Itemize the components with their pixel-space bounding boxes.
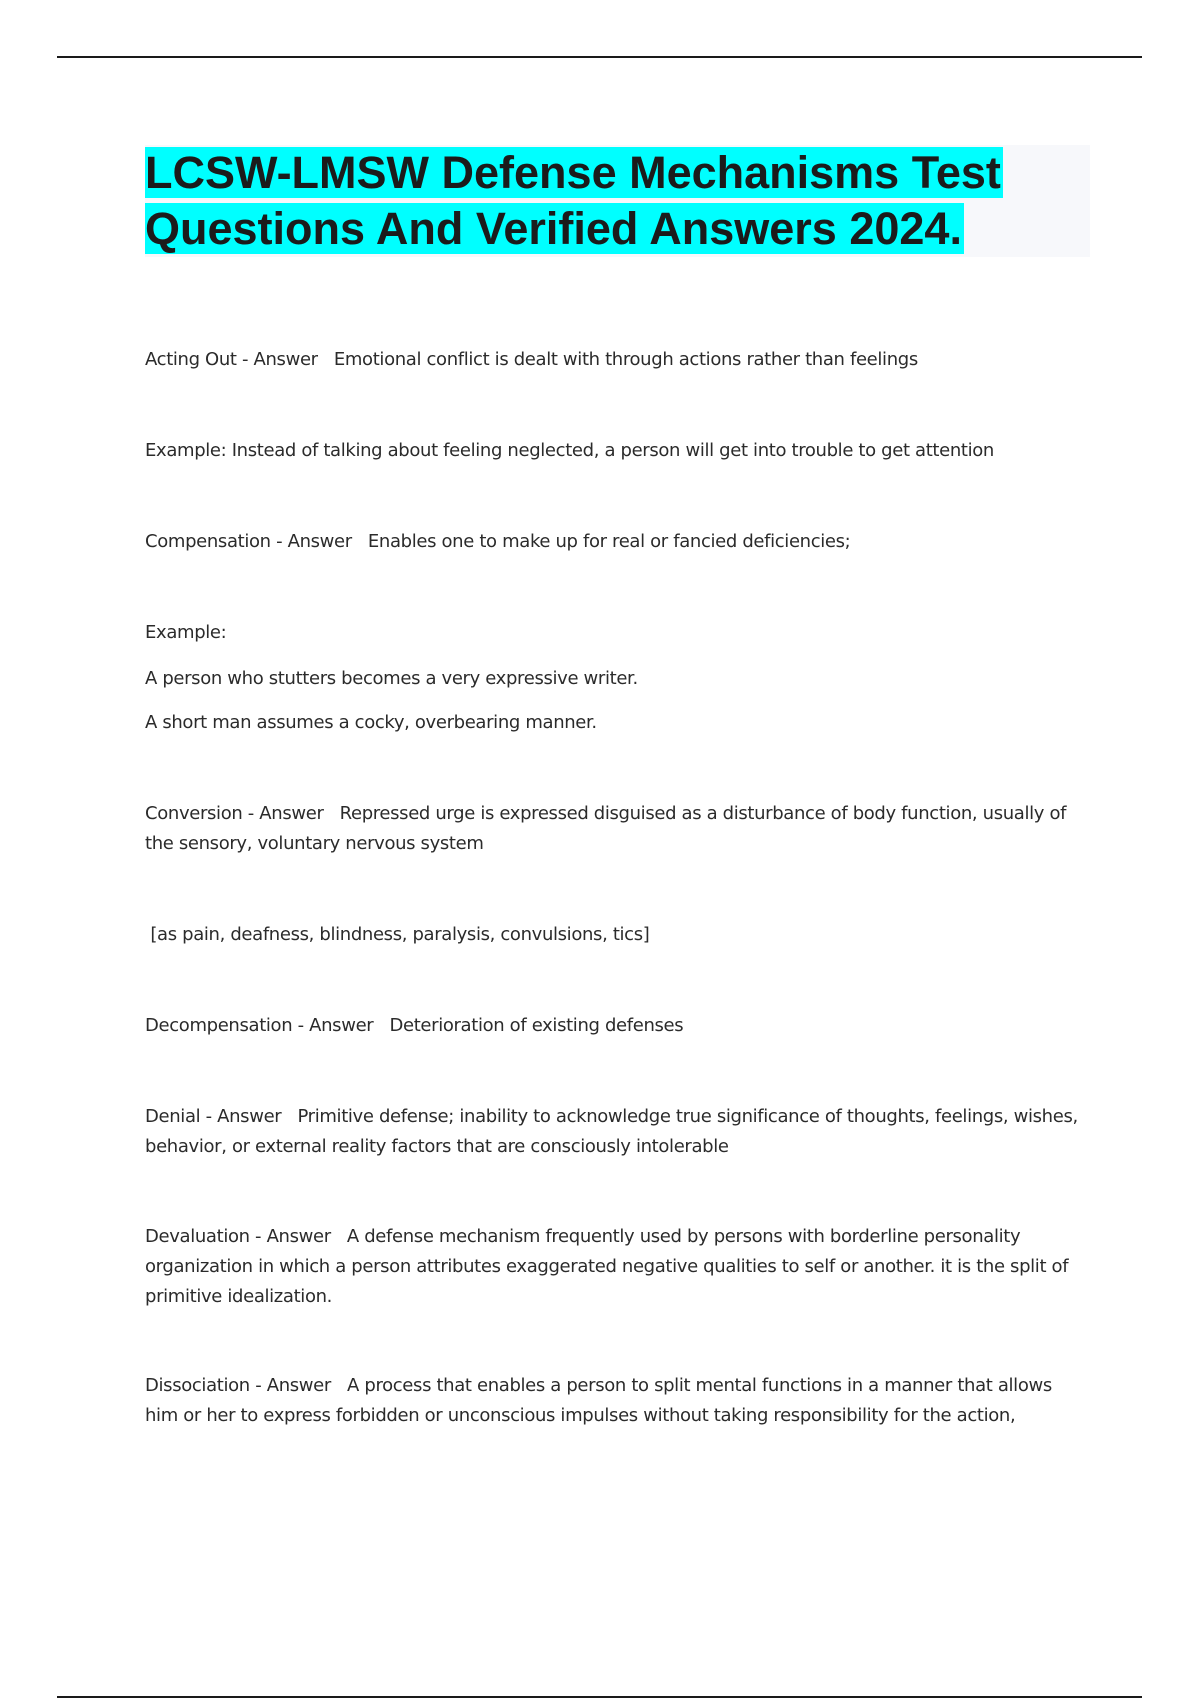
entry-decompensation: Decompensation - Answer Deterioration of existing defenses (145, 1015, 684, 1036)
entry-dissociation: Dissociation - Answer A process that enables a person to split mental functions in a manner that allows him or her to express forbidden or unconscious impulses without taking responsibility for the action, (145, 1375, 1058, 1426)
bottom-rule (57, 1696, 1142, 1698)
example-line: A person who stutters becomes a very expressive writer. (145, 668, 638, 689)
top-rule (57, 56, 1142, 58)
example-acting-out: Example: Instead of talking about feeling neglected, a person will get into trouble to get attention (145, 440, 994, 461)
entry-acting-out: Acting Out - Answer Emotional conflict is dealt with through actions rather than feelings (145, 349, 918, 370)
conversion-examples: [as pain, deafness, blindness, paralysis, convulsions, tics] (145, 924, 650, 945)
example-label: Example: (145, 622, 227, 643)
title-block (145, 145, 1090, 257)
entry-conversion: Conversion - Answer Repressed urge is expressed disguised as a disturbance of body function, usually of the sensory, voluntary nervous system (145, 803, 1072, 854)
document-title: LCSW-LMSW Defense Mechanisms Test Questions And Verified Answers 2024. (145, 147, 1001, 254)
example-line: A short man assumes a cocky, overbearing manner. (145, 712, 597, 733)
entry-compensation: Compensation - Answer Enables one to make up for real or fancied deficiencies; (145, 531, 851, 552)
entry-denial: Denial - Answer Primitive defense; inability to acknowledge true significance of thoughts, feelings, wishes, behavior, or external reality factors that are consciously intolerable (145, 1106, 1084, 1157)
entry-devaluation: Devaluation - Answer A defense mechanism frequently used by persons with borderline personality organization in which a person attributes exaggerated negative qualities to self or another. it is the split of primitive idealization. (145, 1226, 1074, 1307)
